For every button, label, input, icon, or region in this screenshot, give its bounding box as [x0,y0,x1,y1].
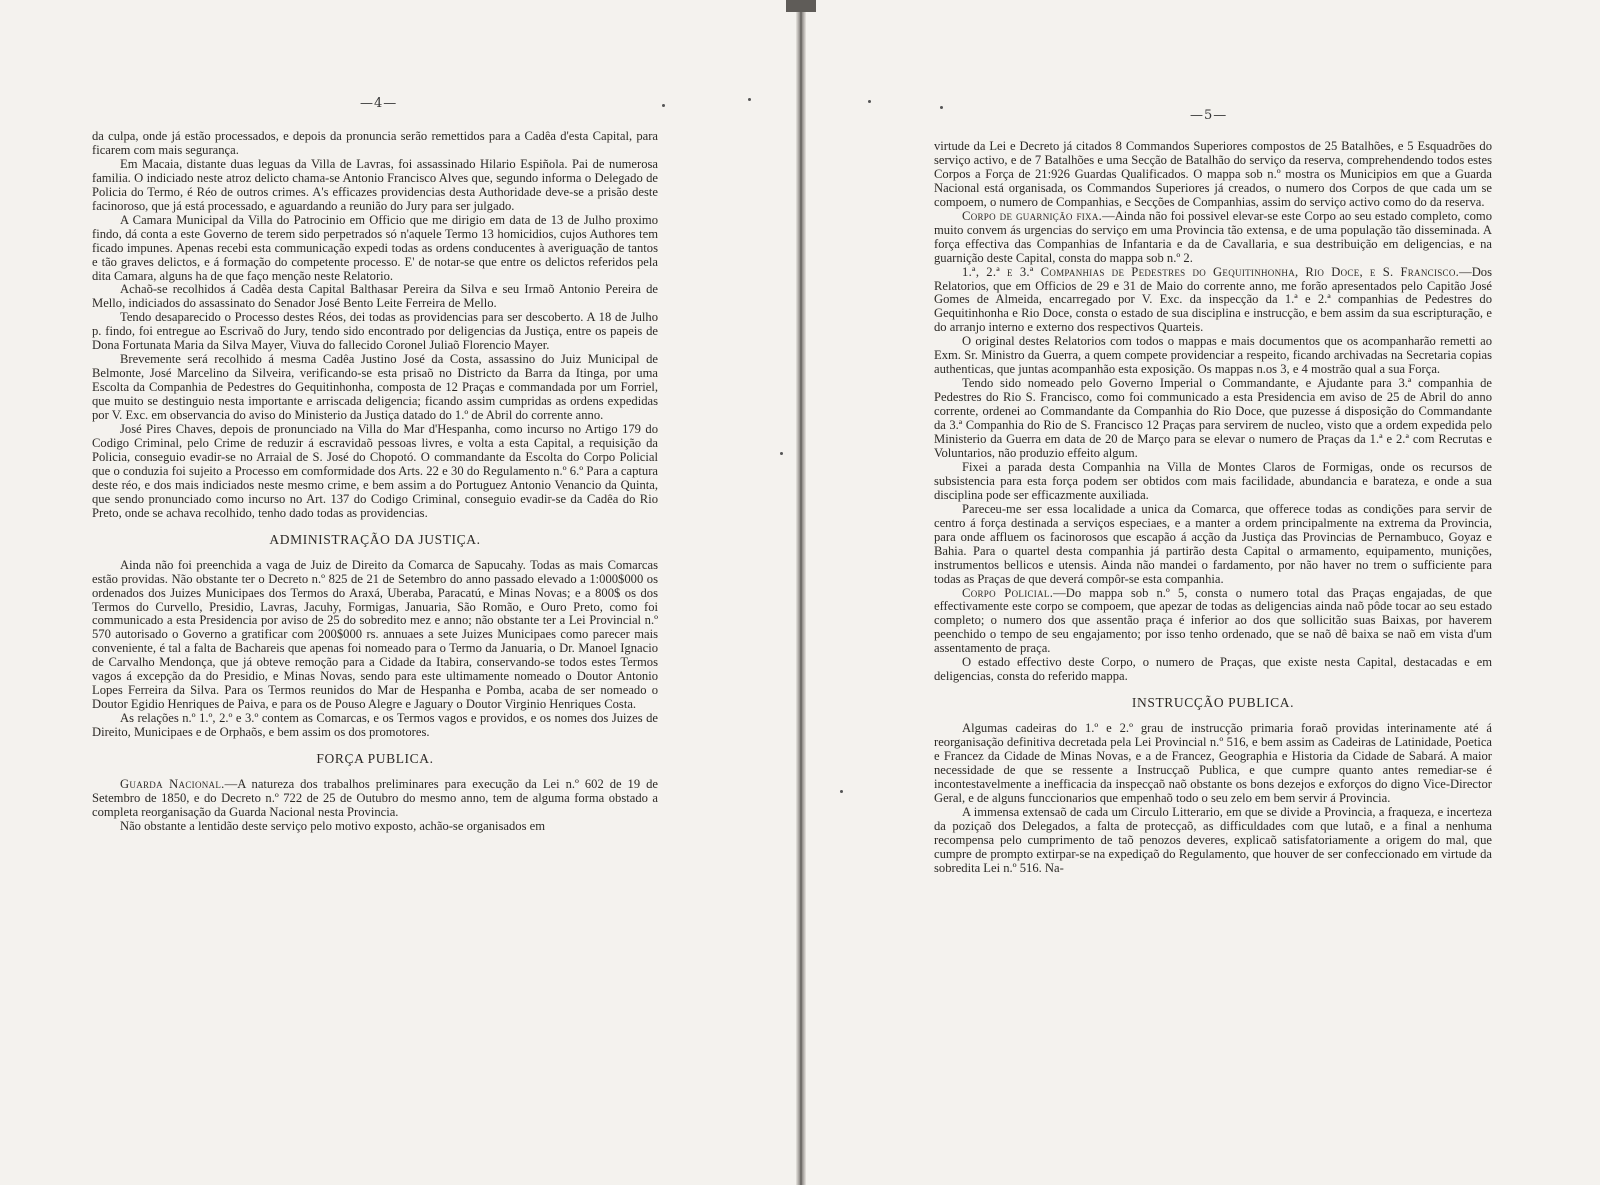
paragraph: Ainda não foi preenchida a vaga de Juiz de Direito da Comarca de Sapucahy. Todas as mais Comarcas estão providas. Não obstante ter o Decreto n.º 825 de 21 de Setembro do anno passado elevado a 1:000$000 os ordenados dos Juizes Municipaes dos Termos do Araxá, Uberaba, Paracatú, e Minas Novas; e a 800$ os dos Termos do Curvello, Presidio, Lavras, Jacuhy, Formigas, Januaria, São Romão, e Ouro Preto, como foi communicado a esta Presidencia por aviso de 25 do sobredito mez e anno; não obstante ter a Lei Provincial n.º 570 autorisado o Governo a gratificar com 200$000 rs. annuaes a sete Juizes Municipaes como parecer mais conveniente, é tal a falta de Bachareis que apenas foi nomeado para o Termo da Januaria, o Dr. Manoel Ignacio de Carvalho Mendonça, que já obteve remoção para a Cidade da Itabira, conservando-se todos estes Termos vagos á excepção da do Presidio, e Minas Novas, sendo para este ultimamente nomeado o Doutor Antonio Lopes Ferreira da Silva. Para os Termos reunidos do Mar de Hespanha e Pomba, acaba de ser nomeado o Doutor Egidio Henriques de Paiva, e para os de Pouso Alegre e Jaguary o Doutor Virginio Henriques Costa. [92,557,658,712]
paragraph-text: —Dos Relatorios, que em Officios de 29 e 31 de Maio do corrente anno, me forão apresentados pelo Capitão José Gomes de Almeida, encarregado por V. Exc. da inspecção da 1.ª e 2.ª companhias de Pedestres do Gequitinhonha e Rio Doce, consta o estado de sua disciplina e instrucção, e bem assim da sua escripturação, e do arranjo interno e externo dos respectivos Quarteis. [934,264,1492,335]
right-page [806,0,1600,1185]
paragraph-text: —A natureza dos trabalhos preliminares para execução da Lei n.º 602 de 19 de Setembro de 1850, e do Decreto n.º 722 de 25 de Outubro do mesmo anno, tem de alguma forma obstado a completa reorganisação da Guarda Nacional nesta Provincia. [92,776,658,819]
paragraph-corpo-policial [934,587,1492,657]
paragraph: A immensa extensaõ de cada um Circulo Litterario, em que se divide a Provincia, a fraqueza, e incerteza da poziçaõ dos Delegados, a falta de protecçaõ, as difficuldades com que lutaõ, e a final a nenhuma recompensa pelo cumprimento de taõ penozos deveres, explicaõ satisfatoriamente a origem do mal, que cumpre de prompto extirpar-se na expediçaõ do Regulamento, que houver de ser confeccionado em virtude da sobredita Lei n.º 516. Na- [934,804,1492,875]
book-gutter [796,0,806,1185]
paragraph: O original destes Relatorios com todos o mappas e mais documentos que os acompanharão remetti ao Exm. Sr. Ministro da Guerra, a quem compete providenciar a respeito, ficando archivadas na Secretaria copias authenticas, que juntas acompanhão esta exposição. Os mappas n.os 3, e 4 mostrão qual a sua Força. [934,334,1492,377]
paper-speck [868,100,871,103]
left-text-column [92,130,658,834]
left-page [0,0,796,1185]
paragraph: Achaõ-se recolhidos á Cadêa desta Capital Balthasar Pereira da Silva e seu Irmaõ Antonio Pereira de Mello, indiciados do assassinato do Senador José Bento Leite Ferreira de Mello. [92,282,658,311]
paragraph: O estado effectivo deste Corpo, o numero de Praças, que existe nesta Capital, destacadas e em deligencias, consta do referido mappa. [934,655,1492,684]
paper-speck [662,104,665,107]
right-text-column [934,140,1492,876]
paper-speck [780,452,783,455]
page-number: —4— [360,96,398,111]
paragraph: A Camara Municipal da Villa do Patrocinio em Officio que me dirigio em data de 13 de Julho proximo findo, dá conta a este Governo de terem sido perpetrados só n'aquele Termo 13 homicidios, cujos Authores tem ficado impunes. Apenas recebi esta communicação expedi todas as ordens conducentes à averiguação de tantos e tão graves delictos, e á formação do competente processo. E' de notar-se que entre os delictos referidos pela dita Camara, alguns ha de que faço menção neste Relatorio. [92,212,658,283]
paper-speck [840,790,843,793]
paragraph: Em Macaia, distante duas leguas da Villa de Lavras, foi assassinado Hilario Espiñola. Pai de numerosa familia. O indiciado neste atroz delicto chama-se Antonio Francisco Alves que, segundo informa o Delegado de Policia do Termo, é Réo de outros crimes. A's efficazes providencias desta Authoridade deve-se a prisão deste facinoroso, que já está processado, e aguardando a reunião do Jury para ser julgado. [92,156,658,213]
run-in-heading: Corpo de guarnição fixa. [962,208,1103,223]
run-in-heading: Guarda Nacional. [120,776,225,791]
paragraph: virtude da Lei e Decreto já citados 8 Commandos Superiores compostos de 25 Batalhões, e 5 Esquadrões do serviço activo, e de 7 Batalhões e uma Secção de Batalhão do serviço da reserva, comprehendendo todos estes Corpos a Força de 21:926 Guardas Qualificados. O mappa sob n.º mostra os Municipios em que a Guarda Nacional está organisada, os Commandos Superiores já creados, o numero dos Corpos de que cada um se compoem, o numero de Companhias, e Secções de Companhias, assim do serviço activo como do da reserva. [934,139,1492,209]
paragraph: Tendo desaparecido o Processo destes Réos, dei todas as providencias para ser descoberto. A 18 de Julho p. findo, foi entregue ao Escrivaõ do Jury, tendo sido encontrado por deligencias da Justiça, entre os papeis de Dona Fortunata Maria da Silva Mayer, Viuva do fallecido Coronel Juliaõ Florencio Mayer. [92,310,658,353]
paragraph: José Pires Chaves, depois de pronunciado na Villa do Mar d'Hespanha, como incurso no Artigo 179 do Codigo Criminal, pelo Crime de reduzir á escravidaõ pessoas livres, e volta a esta Capital, a requisição da Policia, conseguio evadir-se no Arraial de S. José do Chopotó. O commandante da Escolta do Corpo Policial que o conduzia foi sujeito a Processo em comformidade dos Arts. 22 e 30 do Regulamento n.º 6.º Para a captura deste réo, e dos mais indiciados neste mesmo crime, e bem assim a do Portuguez Antonio Venancio da Quinta, que sendo pronunciado como incurso no Art. 137 do Codigo Criminal, conseguio evadir-se da Cadêa do Rio Preto, onde se achava recolhido, tenho dado todas as providencias. [92,422,658,520]
paragraph-pedestres [934,266,1492,336]
paragraph-guarnicao [934,210,1492,266]
run-in-heading: Corpo Policial. [962,585,1054,600]
paragraph-guarda-nacional [92,778,658,820]
section-heading-forca: FORÇA PUBLICA. [316,751,434,767]
paragraph: Algumas cadeiras do 1.º e 2.º grau de instrucção primaria foraõ providas interinamente até á reorganisação definitiva decretada pela Lei Provincial n.º 516, e bem assim as Cadeiras de Latinidade, Poetica e Francez da Cidade de Minas Novas, e a de Francez, Geographia e Historia da Cidade de Sabará. A maior necessidade de que se ressente a Instrucçaõ Publica, e que cumpre quanto antes remediar-se é incontestavelmente a inefficacia da inspecçaõ naõ obstante os bons dezejos e exforços do digno Vice-Director Geral, e de alguns funccionarios que empenhaõ todo o seu zelo em bem servir á Provincia. [934,721,1492,805]
paper-speck [748,98,751,101]
run-in-heading: 1.ª, 2.ª e 3.ª Companhias de Pedestres do Gequitinhonha, Rio Doce, e S. Francisco. [962,264,1460,279]
paragraph-text: —Do mappa sob n.º 5, consta o numero total das Praças engajadas, de que effectivamente este corpo se compoem, que apezar de todas as deligencias ainda naõ pôde tocar ao seu estado completo; o numero dos que assentão praça é inferior ao dos que sollicitão suas Baixas, por haverem peenchido o tempo de seu engajamento; por isso tenho ordenado, que se naõ dê baixa se naõ em vista d'um assentamento de praça. [934,585,1492,656]
paragraph: Fixei a parada desta Companhia na Villa de Montes Claros de Formigas, onde os recursos de subsistencia para esta força podem ser obtidos com mais facilidade, abundancia e barateza, e onde a sua disciplina pode ser efficazmente auxiliada. [934,459,1492,502]
paragraph: Não obstante a lentidão deste serviço pelo motivo exposto, achão-se organisados em [120,818,546,833]
paper-speck [940,106,943,109]
paragraph: Tendo sido nomeado pelo Governo Imperial o Commandante, e Ajudante para 3.ª companhia de Pedestres do Rio S. Francisco, como foi communicado a esta Presidencia em aviso de 25 de Abril do anno corrente, ordenei ao Commandante da Companhia do Rio Doce, que puzesse á disposição do Commandante da 3.ª Companhia do Rio de S. Francisco 12 Praças para servirem de nucleo, visto que a ordem expedida pelo Ministerio da Guerra em data de 20 de Março para se elevar o numero de Praças da 1.ª e 2.ª com Recrutas e Voluntarios, não produzio effeito algum. [934,376,1492,460]
paragraph: Pareceu-me ser essa localidade a unica da Comarca, que offerece todas as condições para servir de centro á força destinada a serviços especiaes, e a manter a ordem principalmente na extrema da Provincia, para onde affluem os facinorosos que escapão á acção da Justiça das Provincias de Pernambuco, Goyaz e Bahia. Para o quartel desta companhia já partirão desta Capital o armamento, equipamento, munições, instrumentos bellicos e utensis. Ainda não mandei o fardamento, por não haver no trem o sufficiente para todas as Praças de que deverá compôr-se esta companhia. [934,501,1492,586]
section-heading-justica: ADMINISTRAÇÃO DA JUSTIÇA. [269,531,481,547]
paragraph: As relações n.º 1.º, 2.º e 3.º contem as Comarcas, e os Termos vagos e providos, e os nomes dos Juizes de Direito, Municipaes e de Orphaõs, e bem assim os dos promotores. [92,711,658,740]
paragraph-text: —Ainda não foi possivel elevar-se este Corpo ao seu estado completo, como muito convem ás urgencias do serviço em uma Provincia tão extensa, e de uma população tão disseminada. A força effectiva das Companhias de Infantaria e da de Cavallaria, e sua destribuição em deligencias, e na guarnição deste Capital, consta do mappa sob n.º 2. [934,208,1492,265]
section-heading-instruccao: INSTRUCÇÃO PUBLICA. [1131,695,1295,711]
paragraph: Brevemente será recolhido á mesma Cadêa Justino José da Costa, assassino do Juiz Municipal de Belmonte, José Marcelino da Silveira, verificando-se esta prisaõ no Districto da Barra da Itinga, por uma Escolta da Companhia de Pedestres do Gequitinhonha, composta de 12 Praças e commandada por um Forriel, que muito se destinguio nesta importante e arriscada deligencia; ficando assim cumpridas as ordens expedidas por V. Exc. em observancia do aviso do Ministerio da Justiça datado do 1.º de Abril do corrente anno. [92,352,658,423]
page-number: —5— [1190,108,1228,123]
paragraph: da culpa, onde já estão processados, e depois da pronuncia serão remettidos para a Cadêa d'esta Capital, para ficarem com mais segurança. [92,129,658,157]
